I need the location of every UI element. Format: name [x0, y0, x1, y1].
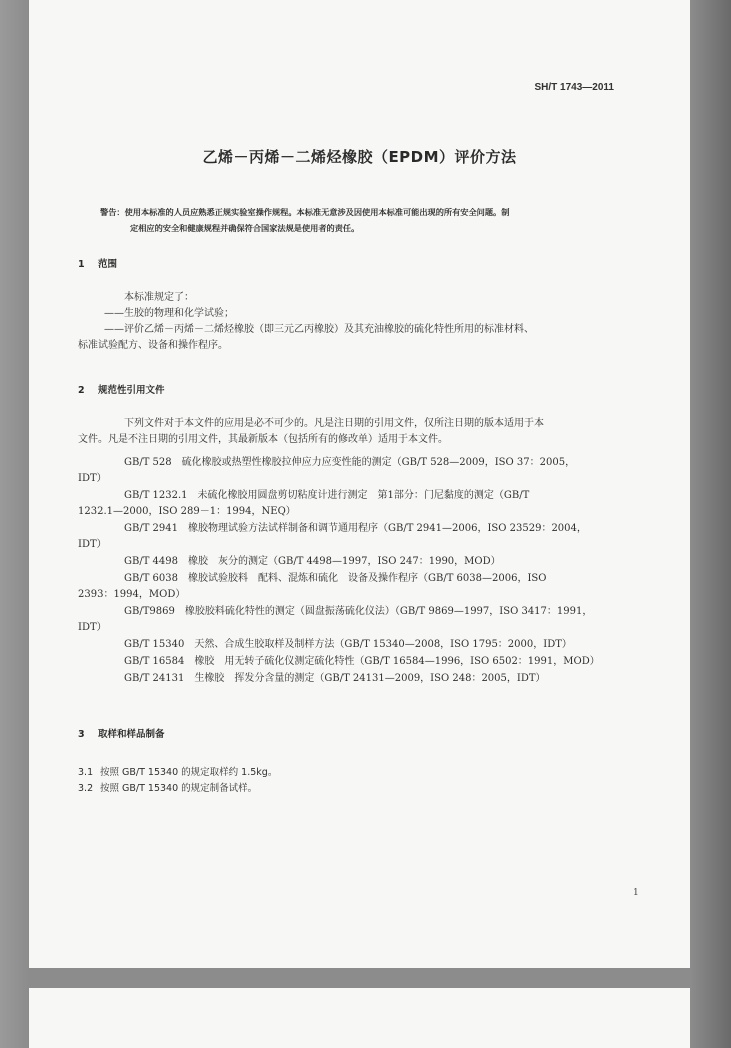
reference-list [78, 455, 646, 687]
section-number: 2 [78, 385, 85, 396]
section-number: 1 [78, 259, 85, 270]
section-2-heading [78, 382, 165, 396]
next-page-edge [29, 988, 690, 1048]
section-title: 范围 [98, 259, 118, 270]
reference-line: IDT） [78, 539, 107, 550]
warning-line-2: 定相应的安全和健康规程并确保符合国家法规是使用者的责任。 [130, 223, 360, 233]
reference-line: GB/T 2941 橡胶物理试验方法试样制备和调节通用程序（GB/T 2941—2006，ISO 23529：2004， [124, 523, 587, 534]
reference-entry [78, 554, 646, 570]
warning-block [100, 204, 645, 236]
subclause-number: 3.1 [78, 767, 94, 778]
section-2-intro [78, 416, 646, 448]
section-number: 3 [78, 729, 85, 740]
document-page [29, 0, 690, 968]
paragraph-line: 本标准规定了： [124, 292, 194, 303]
paragraph-line: 下列文件对于本文件的应用是必不可少的。凡是注日期的引用文件，仅所注日期的版本适用于本 [124, 418, 544, 429]
paragraph-line: 标准试验配方、设备和操作程序。 [78, 340, 228, 351]
reference-line: 2393：1994，MOD） [78, 589, 186, 600]
reference-line: GB/T 1232.1 未硫化橡胶用圆盘剪切粘度计进行测定 第1部分：门尼黏度的测定（GB/T [124, 490, 530, 501]
reference-entry [78, 521, 646, 553]
reference-line: GB/T9869 橡胶胶料硫化特性的测定（圆盘振荡硫化仪法）（GB/T 9869—1997，ISO 3417：1991， [124, 606, 593, 617]
reference-line: GB/T 15340 天然、合成生胶取样及制样方法（GB/T 15340—2008，ISO 1795：2000，IDT） [124, 639, 572, 650]
paragraph-line: 文件。凡是不注日期的引用文件，其最新版本（包括所有的修改单）适用于本文件。 [78, 434, 448, 445]
reference-line: GB/T 6038 橡胶试验胶料 配料、混炼和硫化 设备及操作程序（GB/T 6038—2006，ISO [124, 573, 547, 584]
reference-entry [78, 571, 646, 603]
section-1-heading [78, 256, 117, 270]
subclause-3-2 [78, 780, 257, 794]
reference-line: 1232.1—2000，ISO 289－1：1994，NEQ） [78, 506, 296, 517]
subclause-text: 按照 GB/T 15340 的规定取样约 1.5kg。 [100, 767, 278, 778]
subclause-3-1 [78, 764, 277, 778]
reference-line: IDT） [78, 473, 107, 484]
reference-entry [78, 637, 646, 653]
reference-line: IDT） [78, 622, 107, 633]
paragraph-line: ——评价乙烯－丙烯－二烯烃橡胶（即三元乙丙橡胶）及其充油橡胶的硫化特性所用的标准材料、 [104, 324, 534, 335]
subclause-number: 3.2 [78, 783, 94, 794]
reference-line: GB/T 4498 橡胶 灰分的测定（GB/T 4498—1997，ISO 247：1990，MOD） [124, 556, 501, 567]
paragraph-line: ——生胶的物理和化学试验； [104, 308, 234, 319]
subclause-text: 按照 GB/T 15340 的规定制备试样。 [100, 783, 258, 794]
reference-entry [78, 604, 646, 636]
warning-line-1: 使用本标准的人员应熟悉正规实验室操作规程。本标准无意涉及因使用本标准可能出现的所有安全问题。制 [124, 207, 510, 217]
standard-code: SH/T 1743—2011 [534, 82, 614, 93]
section-3-heading [78, 726, 165, 740]
reference-line: GB/T 24131 生橡胶 挥发分含量的测定（GB/T 24131—2009，ISO 248：2005，IDT） [124, 673, 546, 684]
reference-line: GB/T 528 硫化橡胶或热塑性橡胶拉伸应力应变性能的测定（GB/T 528—2009，ISO 37：2005， [124, 457, 576, 468]
section-1-body [78, 290, 646, 354]
section-title: 取样和样品制备 [98, 729, 165, 740]
document-title: 乙烯－丙烯－二烯烃橡胶（EPDM）评价方法 [202, 148, 517, 166]
reference-entry [78, 488, 646, 520]
page-number: 1 [633, 888, 639, 898]
warning-label: 警告： [100, 207, 125, 217]
reference-line: GB/T 16584 橡胶 用无转子硫化仪测定硫化特性（GB/T 16584—1996，ISO 6502：1991，MOD） [124, 656, 600, 667]
reference-entry [78, 671, 646, 687]
reference-entry [78, 654, 646, 670]
section-title: 规范性引用文件 [98, 385, 165, 396]
reference-entry [78, 455, 646, 487]
